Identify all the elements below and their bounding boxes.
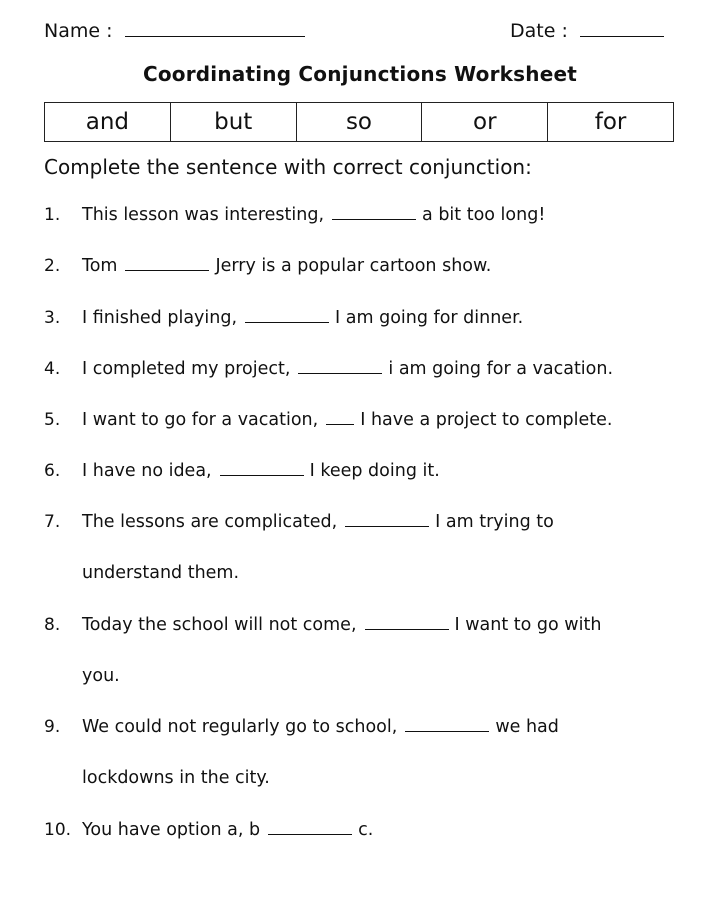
question-number: 9. — [44, 717, 61, 737]
question-continuation: understand them. — [82, 563, 240, 583]
answer-blank[interactable] — [405, 730, 489, 732]
word-bank-item: for — [594, 109, 627, 135]
answer-blank[interactable] — [365, 628, 449, 630]
question-text-after: Jerry is a popular cartoon show. — [215, 256, 492, 276]
question-text-before: We could not regularly go to school, — [82, 717, 398, 737]
question-text-before: You have option a, b — [82, 820, 261, 840]
question-text-before: I want to go for a vacation, — [82, 410, 319, 430]
word-bank-item: but — [171, 103, 297, 141]
word-bank-item: and — [45, 103, 171, 141]
question-text-after: I want to go with — [454, 615, 602, 635]
question-text-before: Tom — [82, 256, 118, 276]
worksheet-title: Coordinating Conjunctions Worksheet — [142, 62, 578, 86]
question-number: 1. — [44, 205, 61, 225]
name-field — [44, 20, 305, 42]
word-bank-item: so — [297, 103, 423, 141]
answer-blank[interactable] — [245, 321, 329, 323]
question-text-before: I finished playing, — [82, 308, 238, 328]
question-number: 6. — [44, 461, 61, 481]
question-number: 2. — [44, 256, 61, 276]
question-4 — [82, 359, 613, 379]
date-label: Date : — [510, 20, 568, 42]
answer-blank[interactable] — [220, 474, 304, 476]
question-text-before: This lesson was interesting, — [82, 205, 325, 225]
question-number: 8. — [44, 615, 61, 635]
date-field — [510, 20, 664, 42]
name-blank[interactable] — [125, 36, 305, 37]
question-text-after: we had — [495, 717, 559, 737]
question-text-after: I keep doing it. — [309, 461, 440, 481]
question-10 — [82, 820, 373, 840]
date-blank[interactable] — [580, 36, 664, 37]
question-number: 5. — [44, 410, 61, 430]
question-text-after: I am trying to — [435, 512, 554, 532]
question-number: 7. — [44, 512, 61, 532]
question-8 — [82, 615, 601, 635]
question-text-before: I completed my project, — [82, 359, 291, 379]
question-5 — [82, 410, 612, 430]
word-bank — [44, 102, 674, 142]
question-number: 3. — [44, 308, 61, 328]
question-text-before: Today the school will not come, — [82, 615, 357, 635]
answer-blank[interactable] — [268, 833, 352, 835]
question-2 — [82, 256, 491, 276]
question-text-before: I have no idea, — [82, 461, 212, 481]
question-continuation: you. — [82, 666, 120, 686]
answer-blank[interactable] — [125, 269, 209, 271]
question-9 — [82, 717, 559, 737]
answer-blank[interactable] — [298, 372, 382, 374]
question-text-before: The lessons are complicated, — [82, 512, 338, 532]
question-text-after: I have a project to complete. — [360, 410, 613, 430]
word-bank-item: or — [422, 103, 548, 141]
question-number: 4. — [44, 359, 61, 379]
question-number: 10. — [44, 820, 72, 840]
question-text-after: a bit too long! — [422, 205, 546, 225]
question-text-after: i am going for a vacation. — [388, 359, 614, 379]
question-6 — [82, 461, 440, 481]
question-text-after: c. — [358, 820, 374, 840]
answer-blank[interactable] — [345, 525, 429, 527]
question-7 — [82, 512, 554, 532]
question-1 — [82, 205, 545, 225]
question-continuation: lockdowns in the city. — [82, 768, 270, 788]
name-label: Name : — [44, 20, 113, 42]
instructions: Complete the sentence with correct conjunction: — [44, 155, 532, 179]
answer-blank[interactable] — [332, 218, 416, 220]
answer-blank[interactable] — [326, 423, 354, 425]
question-3 — [82, 308, 523, 328]
question-text-after: I am going for dinner. — [335, 308, 524, 328]
